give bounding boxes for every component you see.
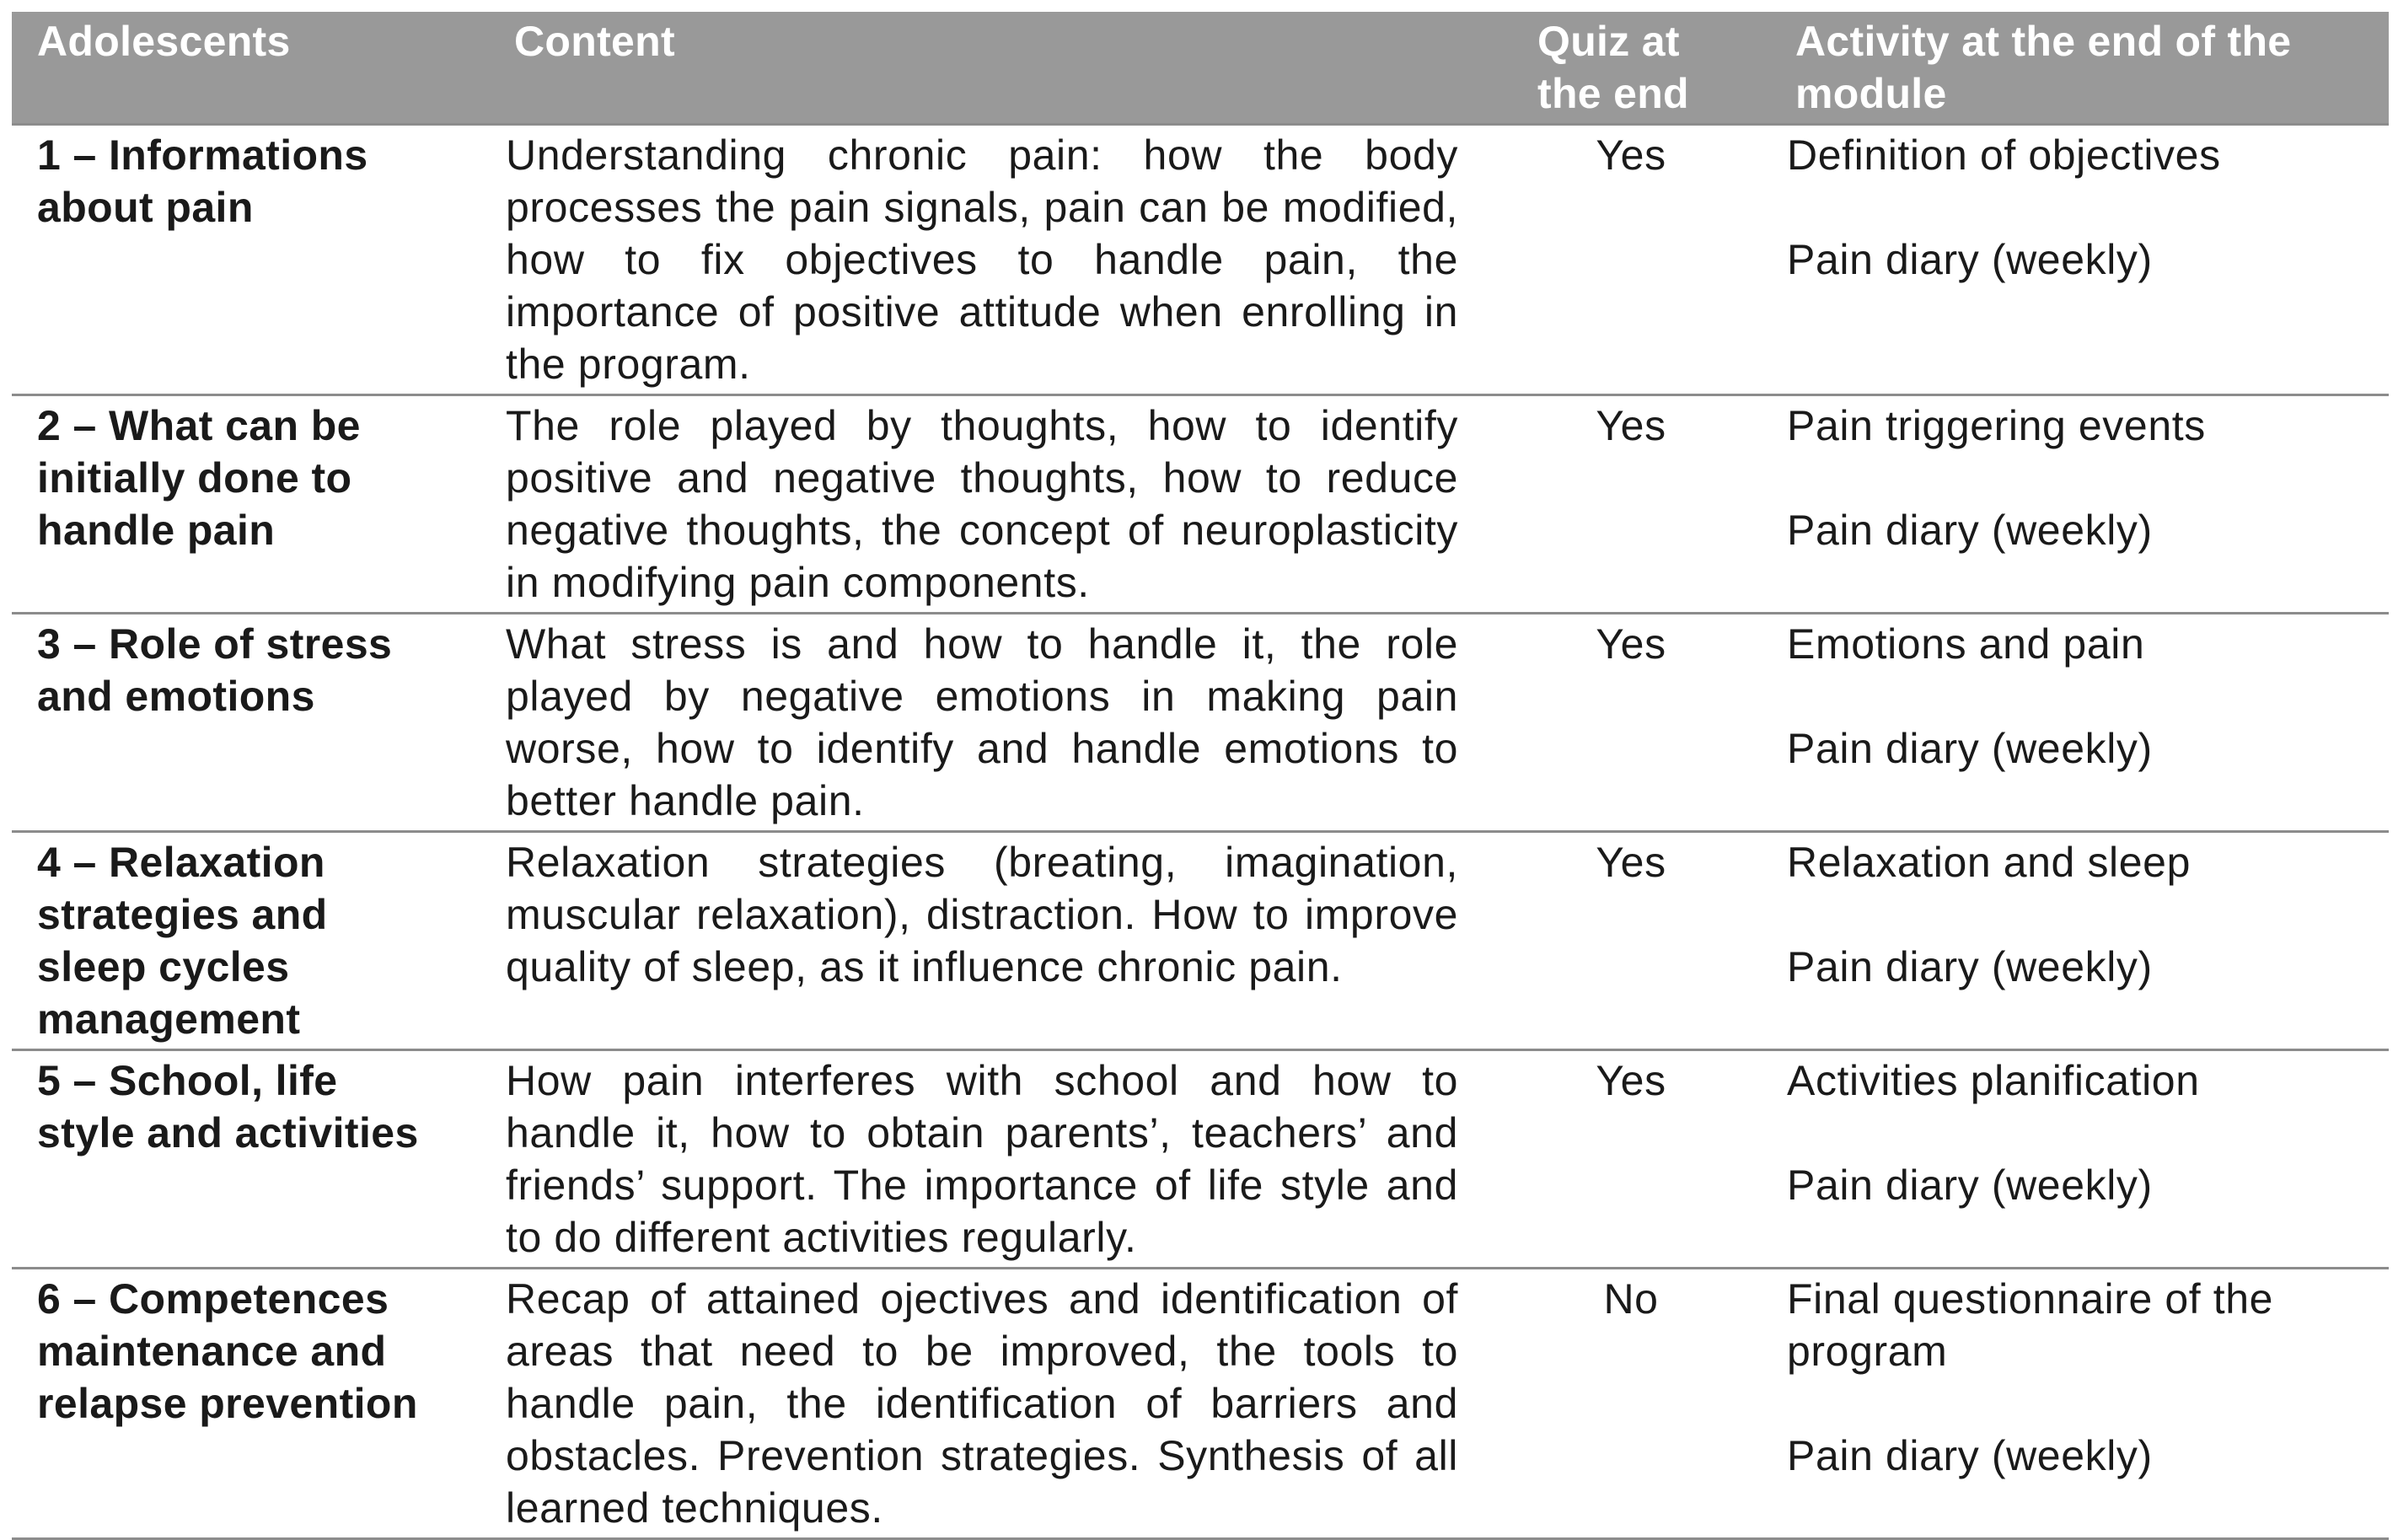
- quiz-cell: Yes: [1492, 614, 1770, 832]
- quiz-cell: Yes: [1492, 395, 1770, 614]
- table-row: [12, 832, 2389, 1050]
- content-cell: How pain interferes with school and how to handle it, how to obtain parents’, teachers’ and friends’ support. The importance of life style and to do different activities regularly.: [489, 1050, 1492, 1269]
- table-row: [12, 1269, 2389, 1539]
- table-header: [12, 12, 2389, 125]
- quiz-cell: Yes: [1492, 832, 1770, 1050]
- activity-cell: Pain triggering events Pain diary (weekly): [1770, 395, 2389, 614]
- module-cell: 4 – Relaxation strategies and sleep cycles management: [12, 832, 489, 1050]
- quiz-cell: Yes: [1492, 1050, 1770, 1269]
- module-cell: 2 – What can be initially done to handle pain: [12, 395, 489, 614]
- table-row: [12, 125, 2389, 395]
- activity-cell: Activities planification Pain diary (weekly): [1770, 1050, 2389, 1269]
- table-row: [12, 614, 2389, 832]
- header-content: Content: [489, 12, 1492, 125]
- quiz-cell: No: [1492, 1269, 1770, 1539]
- activity-cell: Relaxation and sleep Pain diary (weekly): [1770, 832, 2389, 1050]
- content-cell: Relaxation strategies (breating, imagination, muscular relaxation), distraction. How to improve quality of sleep, as it influence chronic pain.: [489, 832, 1492, 1050]
- table-row: [12, 395, 2389, 614]
- header-row: [12, 12, 2389, 125]
- module-cell: 3 – Role of stress and emotions: [12, 614, 489, 832]
- module-cell: 6 – Competences maintenance and relapse prevention: [12, 1269, 489, 1539]
- module-cell: 5 – School, life style and activities: [12, 1050, 489, 1269]
- header-quiz: Quiz at the end: [1492, 12, 1770, 125]
- content-cell: What stress is and how to handle it, the role played by negative emotions in making pain worse, how to identify and handle emotions to better handle pain.: [489, 614, 1492, 832]
- activity-cell: Definition of objectives Pain diary (weekly): [1770, 125, 2389, 395]
- table-row: [12, 1050, 2389, 1269]
- header-activity: Activity at the end of the module: [1770, 12, 2389, 125]
- content-cell: Recap of attained ojectives and identification of areas that need to be improved, the tools to handle pain, the identification of barriers and obstacles. Prevention strategies. Synthesis of all learned techniques.: [489, 1269, 1492, 1539]
- content-cell: The role played by thoughts, how to identify positive and negative thoughts, how to reduce negative thoughts, the concept of neuroplasticity in modifying pain components.: [489, 395, 1492, 614]
- table-body: [12, 125, 2389, 1539]
- module-cell: 1 – Informations about pain: [12, 125, 489, 395]
- activity-cell: Final questionnaire of the program Pain diary (weekly): [1770, 1269, 2389, 1539]
- activity-cell: Emotions and pain Pain diary (weekly): [1770, 614, 2389, 832]
- content-cell: Understanding chronic pain: how the body processes the pain signals, pain can be modified, how to fix objectives to handle pain, the importance of positive attitude when enrolling in the program.: [489, 125, 1492, 395]
- modules-table: [12, 12, 2389, 1540]
- quiz-cell: Yes: [1492, 125, 1770, 395]
- header-adolescents: Adolescents: [12, 12, 489, 125]
